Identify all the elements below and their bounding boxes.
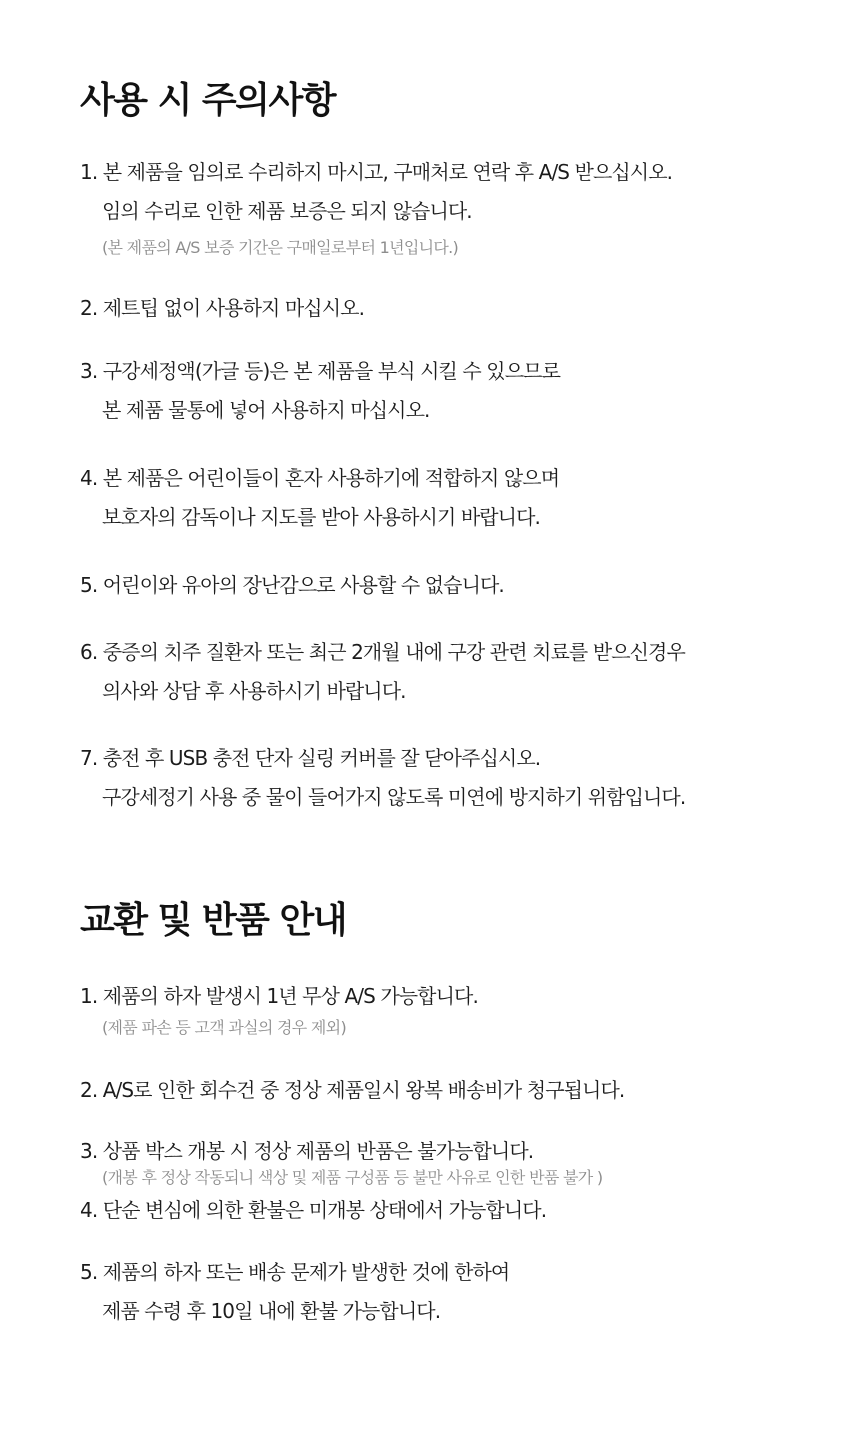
exchange-item-5 [80,1259,840,1324]
precaution-7-text-cont: 구강세정기 사용 중 물이 들어가지 않도록 미연에 방지하기 위함입니다. [102,785,686,809]
exchange-5-text-cont: 제품 수령 후 10일 내에 환불 가능합니다. [102,1299,441,1323]
precaution-1-text: 1. 본 제품을 임의로 수리하지 마시고, 구매처로 연락 후 A/S 받으십시오. [80,160,673,184]
precaution-item-3 [80,358,840,423]
precaution-item-2 [80,295,840,321]
precaution-item-1 [80,159,840,258]
precaution-2-text: 2. 제트팁 없이 사용하지 마십시오. [80,296,365,320]
exchange-4-text: 4. 단순 변심에 의한 환불은 미개봉 상태에서 가능합니다. [80,1198,547,1222]
precaution-4-text: 4. 본 제품은 어린이들이 혼자 사용하기에 적합하지 않으며 [80,466,560,490]
exchange-3-text: 3. 상품 박스 개봉 시 정상 제품의 반품은 불가능합니다. [80,1139,534,1163]
exchange-item-4 [80,1197,840,1223]
precaution-item-5 [80,572,840,598]
precautions-list [80,159,840,810]
precaution-4-text-cont: 보호자의 감독이나 지도를 받아 사용하시기 바랍니다. [102,505,540,529]
exchange-return-section [80,898,840,1324]
precaution-1-note: (본 제품의 A/S 보증 기간은 구매일로부터 1년입니다.) [102,238,459,257]
precaution-6-text: 6. 중증의 치주 질환자 또는 최근 2개월 내에 구강 관련 치료를 받으신경우 [80,640,685,664]
exchange-list [80,983,840,1324]
exchange-1-text: 1. 제품의 하자 발생시 1년 무상 A/S 가능합니다. [80,984,478,1008]
exchange-item-1 [80,983,840,1038]
exchange-3-note: (개봉 후 정상 작동되니 색상 및 제품 구성품 등 불만 사유로 인한 반품 불가 ) [102,1168,603,1187]
usage-precautions-section [80,78,840,810]
exchange-5-text: 5. 제품의 하자 또는 배송 문제가 발생한 것에 한하여 [80,1260,510,1284]
exchange-2-text: 2. A/S로 인한 회수건 중 정상 제품일시 왕복 배송비가 청구됩니다. [80,1078,625,1102]
precaution-5-text: 5. 어린이와 유아의 장난감으로 사용할 수 없습니다. [80,573,504,597]
precaution-6-text-cont: 의사와 상담 후 사용하시기 바랍니다. [102,679,406,703]
section-title-exchange-return: 교환 및 반품 안내 [80,900,347,941]
precaution-item-7 [80,745,840,810]
precaution-1-text-cont: 임의 수리로 인한 제품 보증은 되지 않습니다. [102,199,472,223]
exchange-item-3 [80,1138,840,1188]
precaution-7-text: 7. 충전 후 USB 충전 단자 실링 커버를 잘 닫아주십시오. [80,746,541,770]
exchange-item-2 [80,1077,840,1103]
exchange-1-note: (제품 파손 등 고객 과실의 경우 제외) [102,1018,346,1037]
precaution-item-4 [80,465,840,530]
precaution-item-6 [80,639,840,704]
precaution-3-text: 3. 구강세정액(가글 등)은 본 제품을 부식 시킬 수 있으므로 [80,359,560,383]
precaution-3-text-cont: 본 제품 물통에 넣어 사용하지 마십시오. [102,398,430,422]
section-title-usage-precautions: 사용 시 주의사항 [80,80,335,121]
